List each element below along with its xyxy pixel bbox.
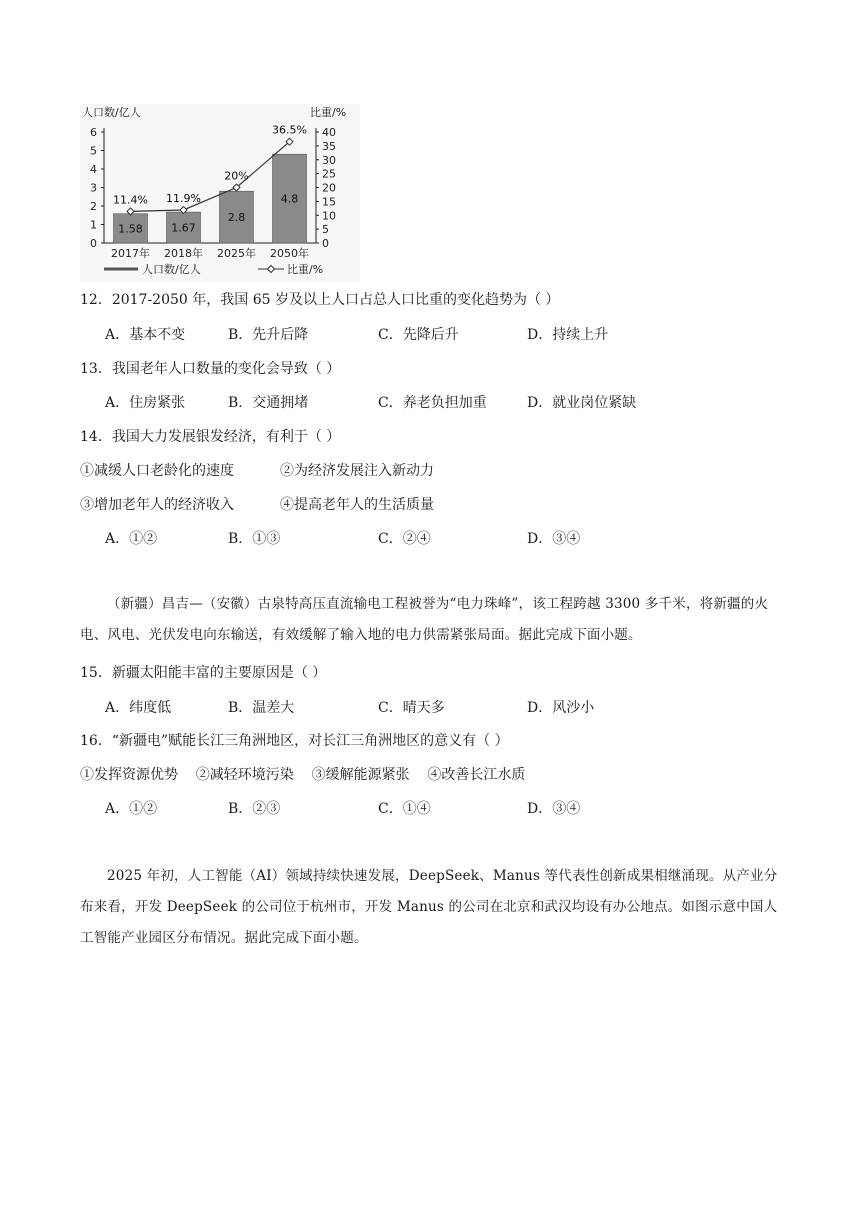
chart-right-tick-label: 40	[322, 126, 336, 139]
q15-option-a[interactable]: A．纬度低	[105, 700, 172, 716]
q13-option-d[interactable]: D．就业岗位紧缺	[527, 395, 637, 411]
passage-power-project	[80, 589, 780, 651]
q14-option-b[interactable]: B．①③	[228, 531, 281, 547]
q14-item-3: ③增加老年人的经济收入	[80, 497, 234, 513]
q15-option-d[interactable]: D．风沙小	[527, 700, 595, 716]
chart-right-tick-label: 15	[322, 195, 336, 209]
q14-item-1: ①减缓人口老龄化的速度	[80, 463, 234, 479]
q16-option-b[interactable]: B．②③	[228, 801, 281, 817]
q14-item-4: ④提高老年人的生活质量	[280, 497, 434, 513]
chart-left-tick-label: 3	[90, 181, 97, 195]
chart-ylabel-left: 人口数/亿人	[82, 106, 141, 119]
q16-items: ①发挥资源优势 ②减轻环境污染 ③缓解能源紧张 ④改善长江水质	[80, 767, 526, 783]
q13-option-c[interactable]: C．养老负担加重	[378, 395, 487, 411]
q14-items-row-2	[80, 495, 434, 515]
chart-ylabel-right: 比重/%	[310, 106, 347, 119]
chart-line-value-label: 20%	[224, 169, 249, 183]
q12-option-d[interactable]: D．持续上升	[527, 327, 609, 343]
passage-power-project-text: （新疆）昌吉—（安徽）古泉特高压直流输电工程被誉为“电力珠峰”，该工程跨越 3300 多千米，将新疆的火电、风电、光伏发电向东输送，有效缓解了输入地的电力供需紧张局面。据此完成下面小题。	[80, 596, 769, 643]
q15-option-b[interactable]: B．温差大	[228, 700, 295, 716]
population-chart	[80, 104, 360, 282]
passage-ai-industry-text: 2025 年初，人工智能（AI）领域持续快速发展，DeepSeek、Manus 等代表性创新成果相继涌现。从产业分布来看，开发 DeepSeek 的公司位于杭州市，开发 Manus 的公司在北京和武汉均设有办公地点。如图示意中国人工智能产业园区分布情况。据此完成下面小题。	[80, 868, 778, 946]
q12-option-c[interactable]: C．先降后升	[378, 327, 459, 343]
chart-left-tick-label: 1	[90, 218, 97, 232]
chart-x-tick-label: 2025年	[217, 247, 256, 260]
q14-items-row-1	[80, 461, 434, 481]
chart-left-tick-label: 2	[90, 200, 97, 213]
chart-line-value-label: 11.4%	[113, 193, 148, 207]
passage-ai-industry	[80, 861, 780, 954]
chart-legend-bar-label: 人口数/亿人	[142, 263, 201, 276]
population-chart-svg	[80, 104, 360, 282]
chart-right-tick-label: 5	[322, 223, 329, 237]
q16-option-c[interactable]: C．①④	[378, 801, 431, 817]
chart-legend-line-label: 比重/%	[287, 263, 324, 276]
q16-option-a[interactable]: A．①②	[105, 801, 158, 817]
q14-item-2: ②为经济发展注入新动力	[280, 463, 434, 479]
q14-stem: 14．我国大力发展银发经济，有利于（ ）	[80, 429, 341, 445]
q12-stem: 12．2017-2050 年，我国 65 岁及以上人口占总人口比重的变化趋势为（ ）	[80, 292, 560, 308]
chart-bar-value-label: 2.8	[227, 211, 246, 225]
chart-left-tick-label: 6	[90, 126, 97, 139]
chart-right-tick-label: 25	[322, 167, 336, 181]
chart-right-tick-label: 30	[322, 153, 336, 167]
chart-left-tick-label: 5	[90, 144, 97, 158]
q13-option-a[interactable]: A．住房紧张	[105, 395, 186, 411]
chart-x-tick-label: 2017年	[111, 247, 150, 260]
q15-stem: 15．新疆太阳能丰富的主要原因是（ ）	[80, 665, 327, 681]
chart-right-tick-label: 0	[322, 237, 329, 250]
q13-option-b[interactable]: B．交通拥堵	[228, 395, 309, 411]
chart-bar-value-label: 4.8	[280, 192, 299, 206]
chart-line-value-label: 36.5%	[272, 123, 307, 137]
chart-left-tick-label: 4	[90, 163, 97, 176]
chart-bar-value-label: 1.67	[171, 221, 196, 235]
q14-option-a[interactable]: A．①②	[105, 531, 158, 547]
q12-option-a[interactable]: A．基本不变	[105, 327, 186, 343]
chart-right-tick-label: 35	[322, 139, 336, 153]
q12-option-b[interactable]: B．先升后降	[228, 327, 309, 343]
q16-option-d[interactable]: D．③④	[527, 801, 581, 817]
chart-x-tick-label: 2050年	[270, 247, 309, 260]
chart-bar-value-label: 1.58	[118, 222, 143, 236]
q16-stem: 16．“新疆电”赋能长江三角洲地区，对长江三角洲地区的意义有（ ）	[80, 733, 509, 749]
chart-x-tick-label: 2018年	[164, 247, 203, 260]
q13-stem: 13．我国老年人口数量的变化会导致（ ）	[80, 361, 341, 377]
chart-line-value-label: 11.9%	[166, 191, 201, 205]
q15-option-c[interactable]: C．晴天多	[378, 700, 445, 716]
chart-right-tick-label: 10	[322, 209, 336, 223]
chart-left-tick-label: 0	[90, 237, 97, 250]
chart-right-tick-label: 20	[322, 181, 336, 195]
q14-option-c[interactable]: C．②④	[378, 531, 431, 547]
q14-option-d[interactable]: D．③④	[527, 531, 581, 547]
